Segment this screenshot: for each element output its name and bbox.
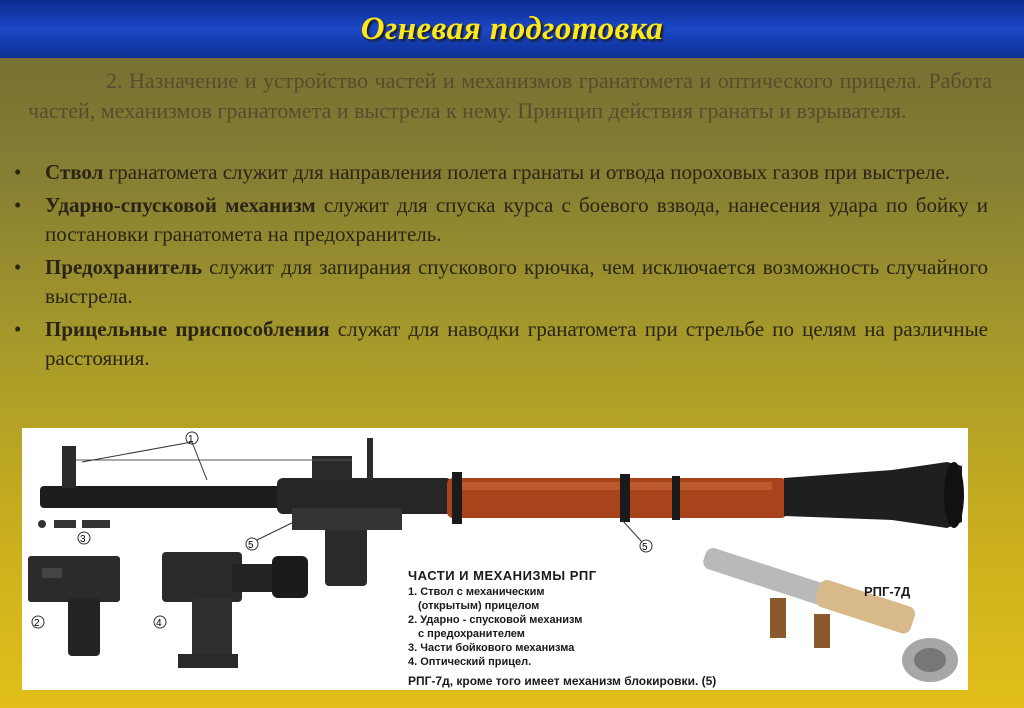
bullet-text: гранатомета служит для направления полета гранаты и отвода пороховых газов при выстреле. [103, 160, 951, 184]
legend-item: 1. Ствол с механическим [408, 586, 545, 598]
bullet-item-barrel [8, 158, 988, 187]
bullet-text: служат для наводки гранатомета при стрельбе по целям на различные расстояния. [45, 317, 988, 370]
firing-pin-parts-drawing [38, 520, 110, 544]
legend-note: РПГ-7д, кроме того имеет механизм блокировки. (5) [408, 674, 717, 688]
rpg7d-label: РПГ-7Д [864, 584, 911, 599]
bullet-text: служит для спуска курса с боевого взвода, нанесения удара по бойку и постановки гранатомета на предохранитель. [45, 193, 988, 246]
legend-item: 4. Оптический прицел. [408, 656, 532, 668]
parts-legend [408, 568, 828, 689]
bullet-item-safety [8, 253, 988, 311]
legend-item: с предохранителем [418, 628, 525, 640]
bullet-item-sights [8, 315, 988, 373]
callout-label: 5 [248, 540, 254, 551]
bullet-term: Ударно-спусковой механизм [45, 193, 316, 217]
callout-label: 4 [156, 618, 162, 629]
rpg-parts-figure [22, 428, 968, 690]
bullet-term: Прицельные приспособления [45, 317, 330, 341]
bullet-marker: • [14, 255, 22, 279]
callout-label: 3 [80, 534, 86, 545]
bullet-marker: • [14, 193, 22, 217]
bullet-term: Предохранитель [45, 255, 203, 279]
legend-item: 3. Части бойкового механизма [408, 642, 575, 654]
slide-subheading: 2. Назначение и устройство частей и механизмов гранатомета и оптического прицела. Работа частей, механизмов гранатомета и выстрела к нему. Принцип действия гранаты и взрывателя. [28, 68, 992, 123]
callout-label: 2 [34, 618, 40, 629]
legend-item: (открытым) прицелом [418, 600, 540, 612]
legend-item: 2. Ударно - спусковой механизм [408, 614, 583, 626]
callout-label: 5 [642, 542, 648, 553]
bullet-text: служит для запирания спускового крючка, чем исключается возможность случайного выстрела. [45, 255, 988, 308]
legend-title: ЧАСТИ И МЕХАНИЗМЫ РПГ [408, 568, 597, 583]
trigger-mechanism-drawing [28, 556, 120, 656]
bullet-term: Ствол [45, 160, 104, 184]
bullet-list [8, 158, 988, 377]
optical-sight-drawing [154, 552, 308, 668]
bullet-marker: • [14, 160, 22, 184]
slide-title: Огневая подготовка [360, 10, 664, 47]
bullet-marker: • [14, 317, 22, 341]
bullet-item-trigger [8, 191, 988, 249]
callout-label: 1 [188, 434, 194, 445]
title-bar [0, 0, 1024, 58]
